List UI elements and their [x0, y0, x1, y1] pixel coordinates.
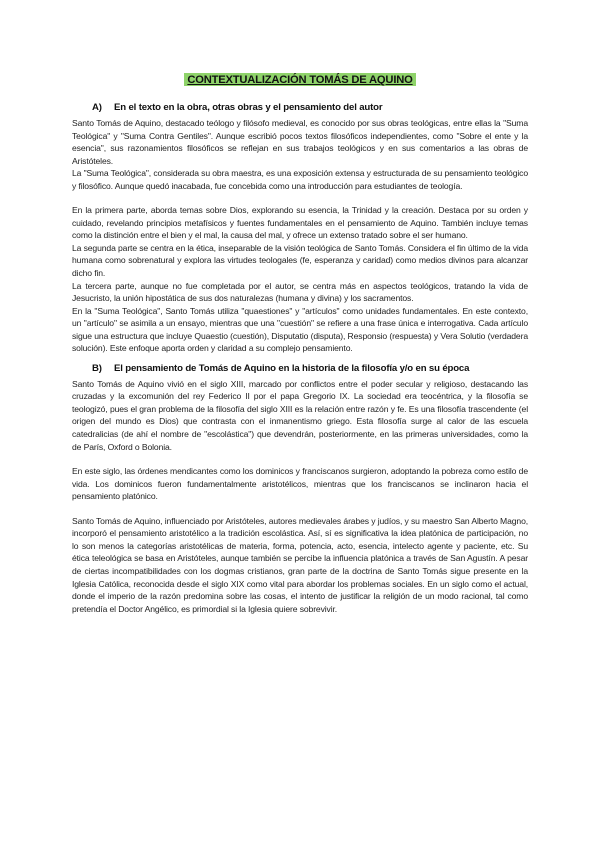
- section-b-paragraph-2: En este siglo, las órdenes mendicantes como los dominicos y franciscanos surgieron, adoptando la pobreza como estilo de vida. Los dominicos fueron fundamentalmente aristotélicos, mientras que los franciscanos se inclinaron hacia el pensamiento platónico.: [72, 466, 528, 502]
- section-b-paragraph-1: Santo Tomás de Aquino vivió en el siglo XIII, marcado por conflictos entre el poder secular y religioso, destacando las cruzadas y la excomunión del rey Federico II por el papa Gregorio IX. La sociedad era teocéntrica, y la filosofía se teologizó, pues el gran problema de la filosofía del siglo XIII es la relación entre razón y fe. Es una filosofía trascendente (el origen del mundo es Dios) que contrasta con el inmanentismo griego. Esta filosofía surge al calor de las escuela catedralicias (de ahí el nombre de "escolástica") que devendrán, posteriormente, en las primeras universidades, como la de París, Oxford o Bolonia.: [72, 378, 528, 452]
- section-a: [72, 102, 528, 355]
- section-a-paragraph-6: En la "Suma Teológica", Santo Tomás utiliza "quaestiones" y "artículos" como unidades fundamentales. En este contexto, un "artículo" se asimila a un ensayo, mientras que una "cuestión" se refiere a una frase única e interrogativa. Cada artículo sigue una estructura que incluye Quaestio (cuestión), Disputatio (disputa), Responsio (respuesta) y Vera Solutio (verdadera solución). Este enfoque aporta orden y claridad a su complejo pensamiento.: [72, 305, 528, 354]
- section-a-paragraph-5: La tercera parte, aunque no fue completada por el autor, se centra más en aspectos teológicos, tratando la vida de Jesucristo, la unión hipostática de sus dos naturalezas (humana y divina) y los sacramentos.: [72, 280, 528, 304]
- section-b: [72, 363, 528, 615]
- section-b-heading: [92, 363, 528, 375]
- section-a-heading-text: En el texto en la obra, otras obras y el pensamiento del autor: [114, 102, 383, 113]
- spacer: [72, 503, 528, 515]
- section-b-paragraph-3: Santo Tomás de Aquino, influenciado por Aristóteles, autores medievales árabes y judíos, y su maestro San Alberto Magno, incorporó el pensamiento aristotélico a la tradición escolástica. Así, sí es significativa la idea platónica de participación, no lo son menos la categorías aristotélicas de materia, forma, potencia, acto, esencia, intelecto agente y paciente, etc. Su ética teleológica se basa en Aristóteles, aunque también se percibe la influencia platónica a través de San Agustín. A pesar de ciertas incompatibilidades con los dogmas cristianos, gran parte de la doctrina de Santo Tomás sigue presente en la Iglesia Católica, reconocida desde el siglo XIX como vital para abordar los problemas sociales. En un siglo como el actual, donde el imperio de la razón predomina sobre las cosas, el intento de justificar la religión de un modo racional, tal como pretendía el Doctor Angélico, es primordial si la Iglesia quiere sobrevivir.: [72, 515, 528, 614]
- page-title: CONTEXTUALIZACIÓN TOMÁS DE AQUINO: [184, 73, 415, 86]
- section-a-heading: [92, 102, 528, 114]
- spacer: [72, 453, 528, 465]
- section-a-paragraph-3: En la primera parte, aborda temas sobre Dios, explorando su esencia, la Trinidad y la creación. Destaca por su orden y cuidado, revelando principios metafísicos y fuentes fundamentales en el pensamiento de Aquino. También incluye temas como la distinción entre el bien y el mal, la causa del mal, y ofrece un extenso tratado sobre el ser humano.: [72, 205, 528, 241]
- section-a-letter: A): [92, 102, 102, 113]
- section-a-paragraph-4: La segunda parte se centra en la ética, inseparable de la visión teológica de Santo Tomás. Considera el fin último de la vida humana como sobrenatural y explora las virtudes teologales (fe, esperanza y caridad) como medios divinos para alcanzar dicho fin.: [72, 242, 528, 279]
- section-a-paragraph-2: La "Suma Teológica", considerada su obra maestra, es una exposición extensa y estructurada de su pensamiento teológico y filosófico. Aunque quedó inacabada, fue concebida como una introducción para estudiantes de teología.: [72, 168, 528, 191]
- spacer: [72, 192, 528, 204]
- section-b-heading-text: El pensamiento de Tomás de Aquino en la historia de la filosofía y/o en su época: [114, 362, 470, 374]
- title-wrapper: [72, 70, 528, 88]
- section-b-letter: B): [92, 362, 102, 374]
- spacer: [72, 355, 528, 363]
- section-a-paragraph-1: Santo Tomás de Aquino, destacado teólogo y filósofo medieval, es conocido por sus obras teológicas, entre ellas la "Suma Teológica" y "Suma Contra Gentiles". Aunque escribió pocos textos filosóficos independientes, como "Sobre el ente y la esencia", sus razonamientos filosóficos se reflejan en sus trabajos teológicos y en sus comentarios a las obras de Aristóteles.: [72, 118, 528, 166]
